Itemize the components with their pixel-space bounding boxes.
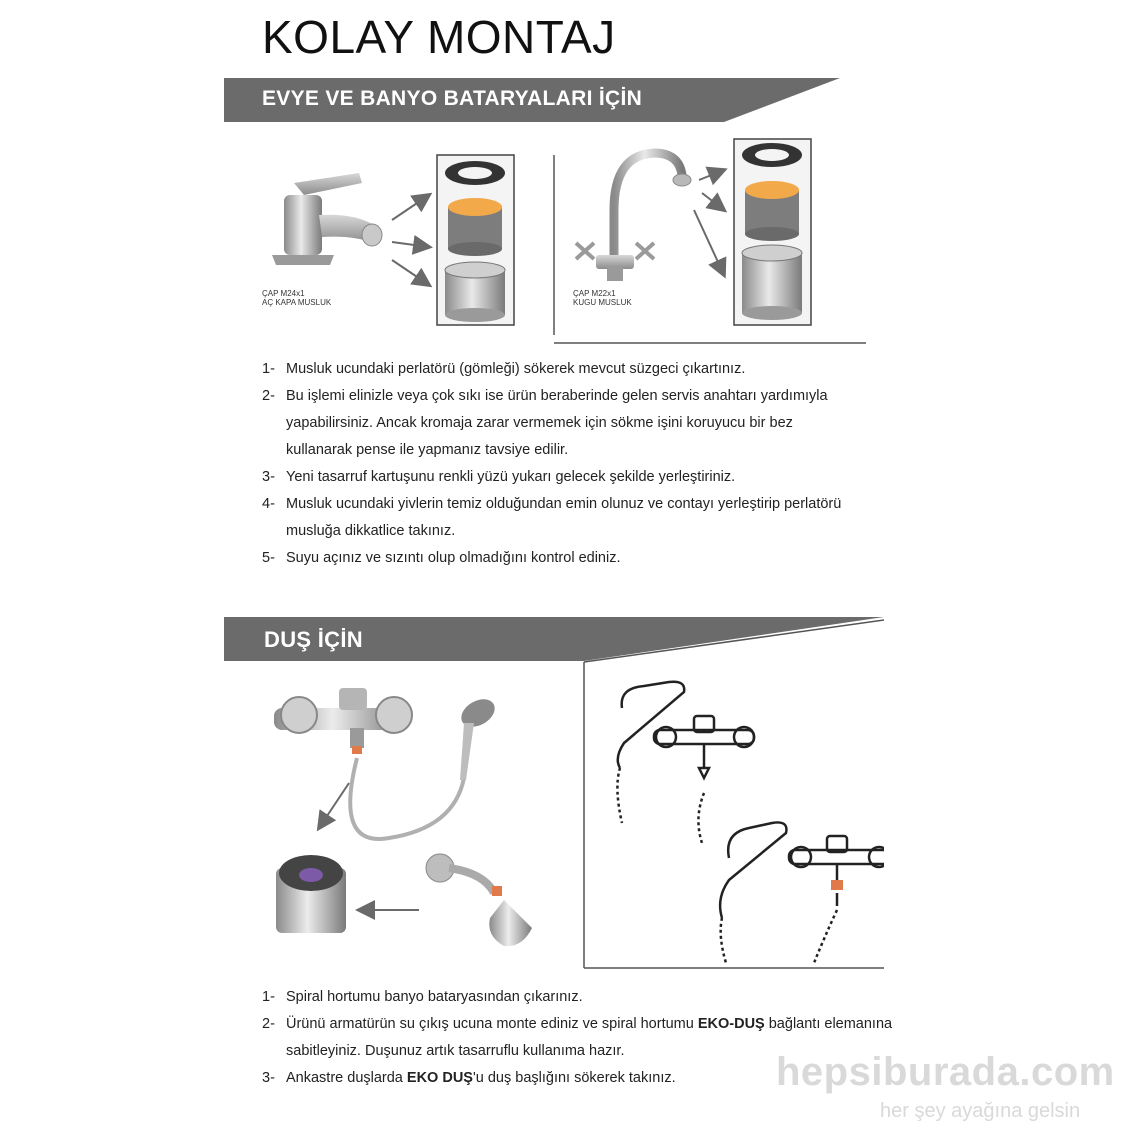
right-caption-line1: ÇAP M22x1 — [573, 289, 616, 298]
step-item — [262, 383, 852, 464]
watermark-brand: hepsiburada.com — [776, 1050, 1115, 1094]
step-text: Musluk ucundaki perlatörü (gömleği) sökerek mevcut süzgeci çıkartınız. — [286, 361, 746, 377]
step-text-part: bağlantı elemanına sabitleyiniz. Duşunuz artık tasarruflu kullanıma hazır. — [286, 1016, 893, 1059]
page-title: KOLAY MONTAJ — [262, 11, 616, 63]
hand-shower-icon — [456, 694, 499, 780]
step-item — [262, 464, 852, 491]
right-faucet-caption — [573, 289, 632, 307]
step-text: Spiral hortumu banyo bataryasından çıkarınız. — [286, 989, 583, 1005]
cartridge-icon-2 — [745, 181, 799, 241]
step-number: 1- — [262, 989, 275, 1005]
step-item — [262, 356, 852, 383]
step-text-part: 'u duş başlığını sökerek takınız. — [472, 1070, 676, 1086]
step-text: Suyu açınız ve sızıntı olup olmadığını kontrol ediniz. — [286, 550, 621, 566]
step-text: Musluk ucundaki yivlerin temiz olduğundan emin olunuz ve contayı yerleştirip perlatörü musluğa dikkatlice takınız. — [286, 496, 842, 539]
left-faucet-caption — [262, 289, 331, 307]
step-text-part: Ankastre duşlarda — [286, 1070, 407, 1086]
wall-shower-head-icon — [426, 854, 532, 946]
step-item — [262, 491, 852, 545]
step-text: Yeni tasarruf kartuşunu renkli yüzü yukarı gelecek şekilde yerleştiriniz. — [286, 469, 736, 485]
product-name-bold: EKO DUŞ — [406, 1070, 473, 1086]
section2-heading: DUŞ İÇİN — [264, 627, 363, 652]
left-caption-line1: ÇAP M24x1 — [262, 289, 305, 298]
step-number: 1- — [262, 361, 275, 377]
swan-neck-faucet-icon — [576, 153, 691, 281]
step-number: 5- — [262, 550, 275, 566]
step-number: 3- — [262, 1070, 275, 1086]
step-number: 2- — [262, 388, 275, 404]
step-number: 3- — [262, 469, 275, 485]
step-text-part: Ürünü armatürün su çıkış ucuna monte ediniz ve spiral hortumu — [286, 1016, 698, 1032]
aerator-housing-icon — [445, 262, 505, 322]
bath-mixer-icon — [274, 688, 412, 754]
shower-adapter-icon — [276, 855, 346, 933]
step-text: Bu işlemi elinizle veya çok sıkı ise ürün beraberinde gelen servis anahtarı yardımıyla yapabilirsiniz. Ancak kromaja zarar vermemek için sökme işini koruyucu bir bez kullanarak pense ile yapmanız tavsiye edilir. — [286, 388, 828, 458]
cartridge-icon — [448, 198, 502, 256]
shower-hose-icon — [350, 758, 464, 839]
right-caption-line2: KUGU MUSLUK — [573, 298, 632, 307]
section1-illustration — [224, 125, 874, 347]
watermark-slogan: her şey ayağına gelsin — [880, 1100, 1081, 1122]
product-name-bold: EKO-DUŞ — [697, 1016, 765, 1032]
aerator-housing-icon-2 — [742, 245, 802, 320]
mixer-faucet-icon — [272, 173, 382, 265]
step-number: 4- — [262, 496, 275, 512]
gasket-icon — [445, 161, 505, 185]
section1-steps — [262, 356, 852, 572]
section2-illustration — [224, 618, 884, 970]
section1-heading: EVYE VE BANYO BATARYALARI İÇİN — [262, 87, 643, 110]
left-caption-line2: AÇ KAPA MUSLUK — [262, 298, 332, 307]
step-number: 2- — [262, 1016, 275, 1032]
shower-line-drawing-bottom — [720, 822, 884, 963]
step-item — [262, 545, 852, 572]
step-item — [262, 984, 902, 1011]
shower-line-drawing-top — [617, 682, 754, 843]
gasket-icon-2 — [742, 143, 802, 167]
